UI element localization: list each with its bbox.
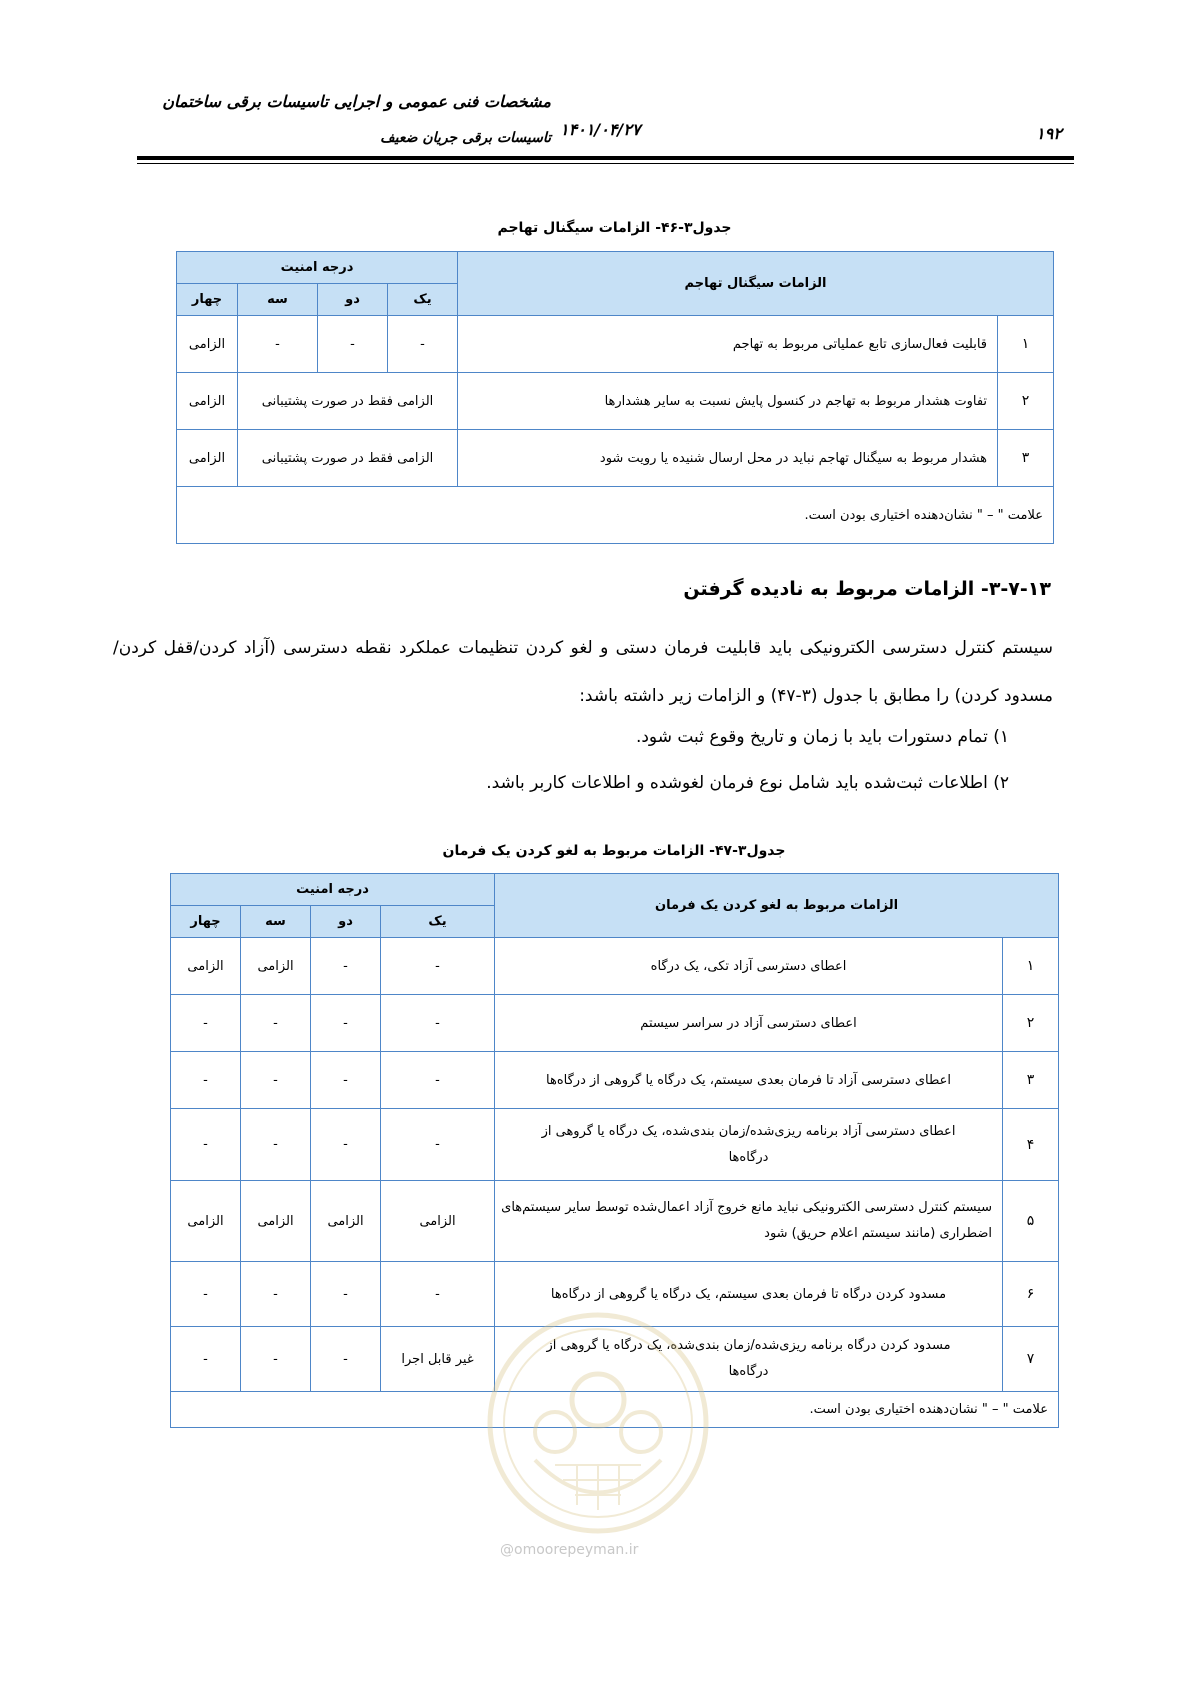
cell-chahar: الزامی — [177, 430, 238, 487]
cell-chahar: - — [171, 1052, 241, 1109]
cell-se: - — [241, 1109, 311, 1181]
row-requirement: اعطای دسترسی آزاد تکی، یک درگاه — [495, 938, 1003, 995]
cell-chahar: الزامی — [177, 316, 238, 373]
cell-se: الزامی — [241, 1181, 311, 1262]
table-47-caption: جدول۳-۴۷- الزامات مربوط به لغو کردن یک فرمان — [442, 843, 786, 859]
row-number: ۷ — [1003, 1327, 1059, 1392]
cell-do: - — [311, 1327, 381, 1392]
cell-do: - — [311, 1109, 381, 1181]
cell-chahar: الزامی — [177, 373, 238, 430]
cell-chahar: - — [171, 1262, 241, 1327]
row-number: ۲ — [1003, 995, 1059, 1052]
table-row — [171, 1109, 1059, 1181]
table-row — [177, 373, 1054, 430]
row-requirement: سیستم کنترل دسترسی الکترونیکی نباید مانع خروج آزاد اعمال‌شده توسط سایر سیستم‌های اضطراری (مانند سیستم اعلام حریق) شود — [495, 1181, 1003, 1262]
document-subtitle: تاسیسات برقی جریان ضعیف — [380, 130, 551, 146]
table-47-level-chahar: چهار — [171, 906, 241, 938]
section-heading: ۳-۷-۱۳- الزامات مربوط به نادیده گرفتن — [683, 578, 1051, 600]
table-47-main-header: الزامات مربوط به لغو کردن یک فرمان — [495, 874, 1059, 938]
cell-chahar: - — [171, 995, 241, 1052]
document-title: مشخصات فنی عمومی و اجرایی تاسیسات برقی ساختمان — [162, 92, 551, 111]
row-requirement: هشدار مربوط به سیگنال تهاجم نباید در محل ارسال شنیده یا رویت شود — [458, 430, 998, 487]
cell-yek: - — [381, 938, 495, 995]
row-requirement: تفاوت هشدار مربوط به تهاجم در کنسول پایش نسبت به سایر هشدارها — [458, 373, 998, 430]
row-number: ۳ — [998, 430, 1054, 487]
row-requirement: مسدود کردن درگاه تا فرمان بعدی سیستم، یک درگاه یا گروهی از درگاه‌ها — [495, 1262, 1003, 1327]
table-46-level-header: درجه امنیت — [177, 252, 458, 284]
table-row — [177, 430, 1054, 487]
row-requirement: اعطای دسترسی آزاد تا فرمان بعدی سیستم، یک درگاه یا گروهی از درگاه‌ها — [495, 1052, 1003, 1109]
table-47-level-yek: یک — [381, 906, 495, 938]
cell-merged: الزامی فقط در صورت پشتیبانی — [238, 373, 458, 430]
table-46-level-yek: یک — [388, 284, 458, 316]
cell-se: الزامی — [241, 938, 311, 995]
watermark-seal-icon — [485, 1310, 711, 1536]
table-46-note: علامت " – " نشان‌دهنده اختیاری بودن است. — [177, 487, 1054, 544]
cell-do: - — [311, 938, 381, 995]
cell-se: - — [238, 316, 318, 373]
row-requirement: قابلیت فعال‌سازی تابع عملیاتی مربوط به تهاجم — [458, 316, 998, 373]
table-47-level-se: سه — [241, 906, 311, 938]
cell-yek: - — [381, 1052, 495, 1109]
table-row — [171, 995, 1059, 1052]
table-46 — [176, 251, 1054, 544]
row-requirement: مسدود کردن درگاه برنامه ریزی‌شده/زمان بندی‌شده، یک درگاه یا گروهی از درگاه‌ها — [495, 1327, 1003, 1392]
table-row — [171, 1052, 1059, 1109]
cell-chahar: الزامی — [171, 938, 241, 995]
list-item: ۱) تمام دستورات باید با زمان و تاریخ وقوع ثبت شود. — [635, 727, 1009, 747]
row-number: ۴ — [1003, 1109, 1059, 1181]
cell-yek: - — [388, 316, 458, 373]
cell-yek: الزامی — [381, 1181, 495, 1262]
header-rule-thin — [137, 163, 1074, 164]
cell-se: - — [241, 995, 311, 1052]
cell-do: - — [311, 995, 381, 1052]
page-number: ۱۹۲ — [1036, 124, 1062, 143]
row-requirement: اعطای دسترسی آزاد در سراسر سیستم — [495, 995, 1003, 1052]
table-row — [171, 1181, 1059, 1262]
row-number: ۲ — [998, 373, 1054, 430]
table-47-note: علامت " – " نشان‌دهنده اختیاری بودن است. — [171, 1392, 1059, 1428]
cell-yek: - — [381, 1262, 495, 1327]
row-number: ۶ — [1003, 1262, 1059, 1327]
cell-se: - — [241, 1327, 311, 1392]
table-46-level-chahar: چهار — [177, 284, 238, 316]
header-rule — [137, 156, 1074, 160]
table-47-level-do: دو — [311, 906, 381, 938]
table-46-caption: جدول۳-۴۶- الزامات سیگنال تهاجم — [497, 220, 732, 236]
cell-do: الزامی — [311, 1181, 381, 1262]
row-number: ۵ — [1003, 1181, 1059, 1262]
cell-chahar: - — [171, 1109, 241, 1181]
table-row — [177, 316, 1054, 373]
table-47-level-header: درجه امنیت — [171, 874, 495, 906]
watermark-url: @omoorepeyman.ir — [500, 1542, 639, 1558]
row-number: ۱ — [1003, 938, 1059, 995]
list-item: ۲) اطلاعات ثبت‌شده باید شامل نوع فرمان لغوشده و اطلاعات کاربر باشد. — [486, 773, 1009, 793]
cell-do: - — [318, 316, 388, 373]
row-requirement: اعطای دسترسی آزاد برنامه ریزی‌شده/زمان بندی‌شده، یک درگاه یا گروهی از درگاه‌ها — [495, 1109, 1003, 1181]
row-number: ۱ — [998, 316, 1054, 373]
table-46-level-do: دو — [318, 284, 388, 316]
cell-yek: - — [381, 995, 495, 1052]
table-row — [171, 938, 1059, 995]
row-number: ۳ — [1003, 1052, 1059, 1109]
cell-chahar: الزامی — [171, 1181, 241, 1262]
cell-yek: - — [381, 1109, 495, 1181]
cell-se: - — [241, 1262, 311, 1327]
table-46-main-header: الزامات سیگنال تهاجم — [458, 252, 1054, 316]
section-paragraph: سیستم کنترل دسترسی الکترونیکی باید قابلیت فرمان دستی و لغو کردن تنظیمات عملکرد نقطه دسترسی (آزاد کردن/قفل کردن/مسدود کردن) را مطابق با جدول (۳-۴۷) و الزامات زیر داشته باشد: — [113, 638, 1053, 706]
cell-do: - — [311, 1262, 381, 1327]
table-46-level-se: سه — [238, 284, 318, 316]
cell-merged: الزامی فقط در صورت پشتیبانی — [238, 430, 458, 487]
cell-yek: غیر قابل اجرا — [381, 1327, 495, 1392]
cell-se: - — [241, 1052, 311, 1109]
document-date: ۱۴۰۱/۰۴/۲۷ — [560, 120, 641, 139]
cell-do: - — [311, 1052, 381, 1109]
cell-chahar: - — [171, 1327, 241, 1392]
